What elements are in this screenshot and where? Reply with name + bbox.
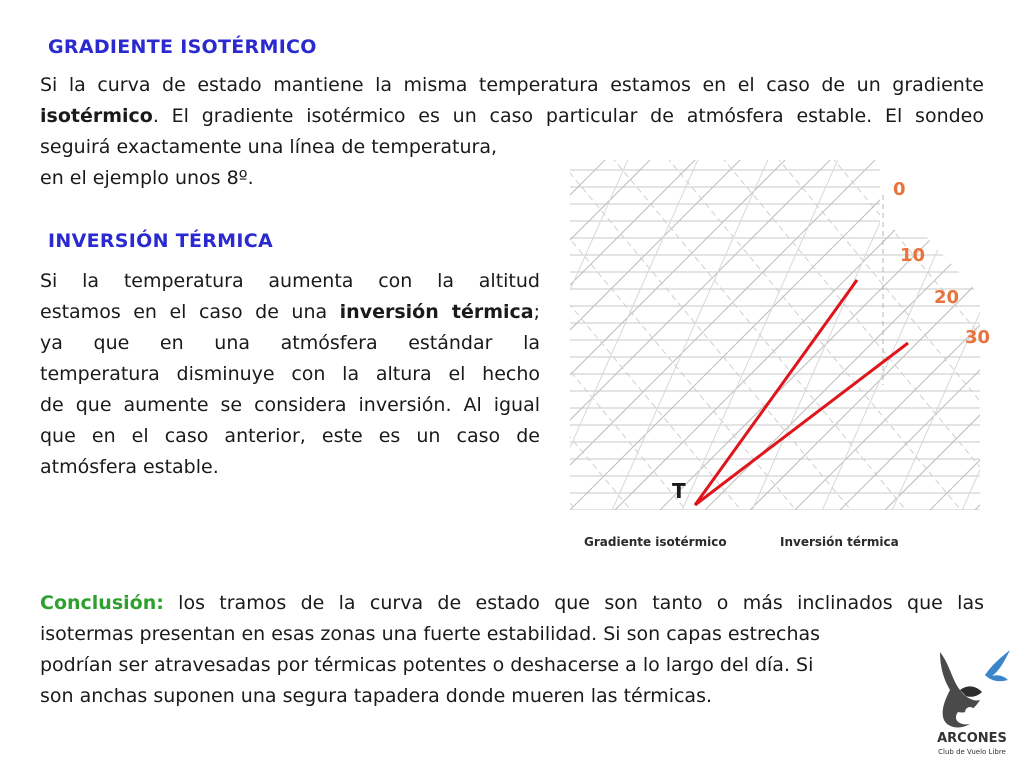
text-fragment: los tramos de la curva de estado que son tanto o más inclinados que las xyxy=(163,592,984,614)
start-point-label: T xyxy=(672,479,686,503)
caption-inversion-termica: Inversión térmica xyxy=(780,535,899,549)
grid-line xyxy=(565,155,925,515)
isotherm-label-30: 30 xyxy=(965,327,990,348)
text-fragment: estamos en el caso de una xyxy=(40,301,340,323)
grid-line xyxy=(750,155,910,515)
thermal-inversion-line xyxy=(695,343,908,505)
grid-line xyxy=(610,155,970,515)
text-line: atmósfera estable. xyxy=(40,456,219,478)
text-line: en el ejemplo unos 8º. xyxy=(40,167,254,189)
text-line: seguirá exactamente una línea de temperatura, xyxy=(40,136,498,158)
grid-line xyxy=(745,155,990,515)
grid-line xyxy=(610,155,770,515)
text-line: isotermas presentan en esas zonas una fuerte estabilidad. Si son capas estrechas xyxy=(40,623,821,645)
text-line xyxy=(40,101,984,132)
grid-line xyxy=(560,155,580,515)
text-fragment: ; xyxy=(533,301,540,323)
grid-line xyxy=(560,155,800,515)
paragraph-conclusion xyxy=(40,588,984,712)
grid-line xyxy=(560,155,745,515)
small-bird-icon xyxy=(985,650,1010,681)
grid-line xyxy=(560,155,700,515)
text-line: Si la curva de estado mantiene la misma temperatura estamos en el caso de un gradiente xyxy=(40,74,984,96)
bold-term-inversion: inversión térmica xyxy=(339,301,534,323)
grid-line xyxy=(790,155,990,515)
isothermal-gradient-line xyxy=(695,280,857,505)
conclusion-label: Conclusión: xyxy=(40,592,164,614)
logo-name: ARCONES xyxy=(937,731,1007,746)
grid-line xyxy=(700,155,990,515)
text-line: que en el caso anterior, este es un caso de xyxy=(40,425,540,447)
grid-line xyxy=(560,155,565,515)
grid-line xyxy=(820,155,980,515)
bold-term-isotermico: isotérmico xyxy=(40,105,153,127)
grid-line xyxy=(560,155,690,515)
text-line: de que aumente se considera inversión. Al igual xyxy=(40,394,540,416)
grid-line xyxy=(560,155,610,515)
isotherm-label-20: 20 xyxy=(934,287,960,308)
thermodynamic-diagram xyxy=(560,155,990,515)
logo-subtitle: Club de Vuelo Libre xyxy=(938,748,1006,756)
text-line: podrían ser atravesadas por térmicas potentes o deshacerse a lo largo del día. Si xyxy=(40,654,814,676)
text-fragment: . El gradiente isotérmico es un caso particular de atmósfera estable. El sondeo xyxy=(152,105,984,127)
isotherm-label-0: 0 xyxy=(893,179,906,200)
text-line: ya que en una atmósfera estándar la xyxy=(40,332,540,354)
heading-inversion-termica: INVERSIÓN TÉRMICA xyxy=(48,230,274,252)
text-line: temperatura disminuye con la altura el hecho xyxy=(40,363,540,385)
grid-line xyxy=(560,155,880,515)
isotherm-label-10: 10 xyxy=(900,245,926,266)
text-line xyxy=(40,297,540,328)
diagram-grid xyxy=(560,155,990,515)
text-line xyxy=(40,588,984,619)
text-line: Si la temperatura aumenta con la altitud xyxy=(40,270,540,292)
eagle-icon xyxy=(940,652,982,727)
grid-line xyxy=(560,155,855,515)
grid-line xyxy=(665,155,965,515)
grid-line xyxy=(560,155,635,515)
caption-gradiente-isotermico: Gradiente isotérmico xyxy=(584,535,727,549)
heading-gradiente-isotermico: GRADIENTE ISOTÉRMICO xyxy=(48,36,317,58)
grid-line xyxy=(560,155,745,515)
paragraph-inversion xyxy=(40,266,540,483)
dashed-adiabat-lines xyxy=(560,155,990,515)
text-line: son anchas suponen una segura tapadera donde mueren las térmicas. xyxy=(40,685,713,707)
grid-line xyxy=(560,155,700,515)
club-logo xyxy=(930,640,1015,760)
